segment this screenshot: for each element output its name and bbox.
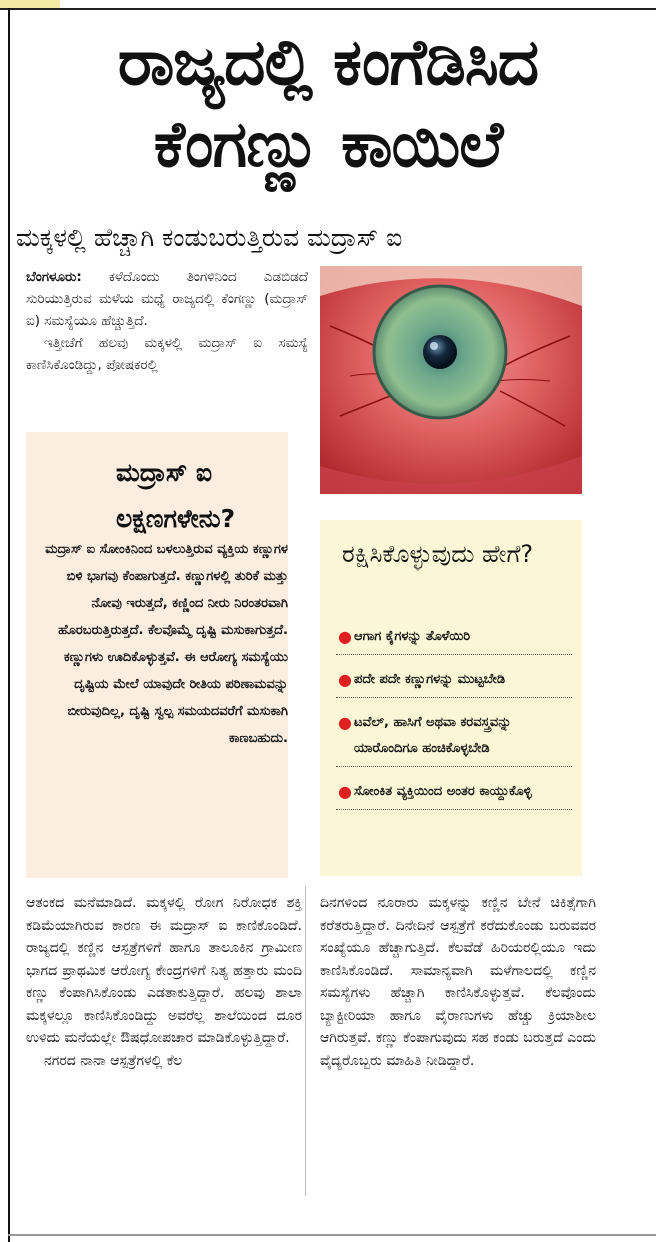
body-paragraph: ಆತಂಕದ ಮನೆಮಾಡಿದೆ. ಮಕ್ಕಳಲ್ಲಿ ರೋಗ ನಿರೋಧಕ ಶಕ್ತಿ ಕಡಿಮೆಯಾಗಿರುವ ಕಾರಣ ಈ ಮದ್ರಾಸ್ ಐ ಕಾಣಿಕೊಂಡಿದೆ. ರಾಜ್ಯದಲ್ಲಿ ಕಣ್ಣಿನ ಆಸ್ಪತ್ರೆಗಳಿಗೆ ಹಾಗೂ ತಾಲೂಕಿನ ಗ್ರಾಮೀಣ ಭಾಗದ ಪ್ರಾಥಮಿಕ ಆರೋಗ್ಯ ಕೇಂದ್ರಗಳಿಗೆ ನಿತ್ಯ ಹತ್ತಾರು ಮಂದಿ ಕಣ್ಣು ಕೆಂಪಾಗಿಸಿಕೊಂಡು ಎಡತಾಕುತ್ತಿದ್ದಾರೆ. ಹಲವು ಶಾಲಾ ಮಕ್ಕಳಲ್ಲೂ ಕಾಣಿಸಿಕೊಂಡಿದ್ದು ಅವರೆಲ್ಲ ಶಾಲೆಯಿಂದ ದೂರ ಉಳಿದು ಮನೆಯಲ್ಲೇ ಔಷಧೋಪಚಾರ ಮಾಡಿಕೊಳ್ಳುತ್ತಿದ್ದಾರೆ. (26, 895, 302, 1046)
subheadline: ಮಕ್ಕಳಲ್ಲಿ ಹೆಚ್ಚಾಗಿ ಕಂಡುಬರುತ್ತಿರುವ ಮದ್ರಾಸ್ ಐ (16, 223, 403, 252)
prevention-item (336, 775, 572, 810)
red-eye-photo (320, 266, 582, 494)
headline (18, 22, 638, 186)
headline-line-2: ಕೆಂಗಣ್ಣು ಕಾಯಿಲೆ (153, 108, 503, 182)
prevention-title: ರಕ್ಷಿಸಿಕೊಳ್ಳುವುದು ಹೇಗೆ? (342, 540, 534, 568)
intro-text (26, 266, 308, 376)
prevention-list (336, 620, 572, 818)
corner-tab (0, 0, 60, 8)
prevention-item (336, 706, 572, 767)
prevention-item-text: ಟವೆಲ್, ಹಾಸಿಗೆ ಅಥವಾ ಕರವಸ್ತ್ರವನ್ನು ಯಾರೊಂದಿಗೂ ಹಂಚಿಕೊಳ್ಳಬೇಡಿ (354, 715, 512, 756)
bullet-icon: ● (338, 782, 352, 801)
symptoms-title: ಮದ್ರಾಸ್ ಐ ಲಕ್ಷಣಗಳೇನು? (116, 458, 236, 533)
left-border-rule (8, 8, 10, 1242)
prevention-box (320, 520, 582, 876)
intro-paragraph-2: ಇತ್ತೀಚೆಗೆ ಹಲವು ಮಕ್ಕಳಲ್ಲಿ ಮದ್ರಾಸ್ ಐ ಸಮಸ್ಯೆ ಕಾಣಿಸಿಕೊಂಡಿದ್ದು, ಪೋಷಕರಲ್ಲಿ (26, 335, 308, 373)
intro-paragraph-1 (26, 266, 308, 332)
bottom-rule (8, 1234, 656, 1236)
body-paragraph: ನಗರದ ನಾನಾ ಆಸ್ಪತ್ರೆಗಳಲ್ಲಿ ಕೆಲ (44, 1052, 183, 1069)
symptoms-box (26, 432, 288, 878)
column-divider (305, 886, 306, 1196)
prevention-item-text: ಸೋಂಕಿತ ವ್ಯಕ್ತಿಯಿಂದ ಅಂತರ ಕಾಯ್ದುಕೊಳ್ಳಿ (354, 784, 532, 799)
dateline: ಬೆಂಗಳೂರು: (26, 269, 82, 285)
prevention-item (336, 620, 572, 655)
headline-line-1: ರಾಜ್ಯದಲ್ಲಿ ಕಂಗೆಡಿಸಿದ (117, 26, 539, 100)
top-rule (0, 8, 656, 10)
prevention-item (336, 663, 572, 698)
prevention-item-text: ಪದೇ ಪದೇ ಕಣ್ಣುಗಳನ್ನು ಮುಟ್ಟಬೇಡಿ (354, 672, 506, 687)
bullet-icon: ● (338, 627, 352, 646)
bullet-icon: ● (338, 713, 352, 732)
symptoms-text: ಮದ್ರಾಸ್ ಐ ಸೋಂಕಿನಿಂದ ಬಳಲುತ್ತಿರುವ ವ್ಯಕ್ತಿಯ ಕಣ್ಣುಗಳ ಬಿಳಿ ಭಾಗವು ಕೆಂಪಾಗುತ್ತದೆ. ಕಣ್ಣುಗಳಲ್ಲಿ ತುರಿಕೆ ಮತ್ತು ನೋವು ಇರುತ್ತದೆ, ಕಣ್ಣಿಂದ ನೀರು ನಿರಂತರವಾಗಿ ಹೊರಬರುತ್ತಿರುತ್ತದೆ. ಕೆಲವೊಮ್ಮೆ ದೃಷ್ಟಿ ಮಸುಕಾಗುತ್ತದೆ. ಕಣ್ಣುಗಳು ಊದಿಕೊಳ್ಳುತ್ತವೆ. ಈ ಆರೋಗ್ಯ ಸಮಸ್ಯೆಯು ದೃಷ್ಟಿಯ ಮೇಲೆ ಯಾವುದೇ ರೀತಿಯ ಪರಿಣಾಮವನ್ನು ಬೀರುವುದಿಲ್ಲ, ದೃಷ್ಟಿ ಸ್ವಲ್ಪ ಸಮಯದವರೆಗೆ ಮಸುಕಾಗಿ ಕಾಣಬಹುದು. (45, 542, 288, 746)
bullet-icon: ● (338, 670, 352, 689)
red-eye-illustration (320, 266, 582, 494)
body-column-right (320, 892, 596, 1072)
prevention-item-text: ಆಗಾಗ ಕೈಗಳನ್ನು ತೊಳೆಯಿರಿ (354, 629, 471, 644)
body-paragraph: ದಿನಗಳಿಂದ ನೂರಾರು ಮಕ್ಕಳನ್ನು ಕಣ್ಣಿನ ಬೇನೆ ಚಿಕಿತ್ಸೆಗಾಗಿ ಕರೆತರುತ್ತಿದ್ದಾರೆ. ದಿನೇದಿನೆ ಆಸ್ಪತ್ರೆಗೆ ಕರೆದುಕೊಂಡು ಬರುವವರ ಸಂಖ್ಯೆಯೂ ಹೆಚ್ಚಾಗುತ್ತಿದೆ. ಕೆಲವೆಡೆ ಹಿರಿಯರಲ್ಲಿಯೂ ಇದು ಕಾಣಿಸಿಕೊಂಡಿದೆ. ಸಾಮಾನ್ಯವಾಗಿ ಮಳೆಗಾಲದಲ್ಲಿ ಕಣ್ಣಿನ ಸಮಸ್ಯೆಗಳು ಹೆಚ್ಚಾಗಿ ಕಾಣಿಸಿಕೊಳ್ಳುತ್ತವೆ. ಕೆಲವೊಂದು ಬ್ಯಾಕ್ಟೀರಿಯಾ ಹಾಗೂ ವೈರಾಣುಗಳು ಹೆಚ್ಚು ಕ್ರಿಯಾಶೀಲ ಆಗಿರುತ್ತವೆ. ಕಣ್ಣು ಕೆಂಪಾಗುವುದು ಸಹ ಕಂಡು ಬರುತ್ತದೆ ಎಂದು ವೈದ್ಯರೊಬ್ಬರು ಮಾಹಿತಿ ನೀಡಿದ್ದಾರೆ. (320, 895, 596, 1069)
body-column-left (26, 892, 302, 1072)
intro-paragraph-1-text: ಕಳೆದೊಂದು ತಿಂಗಳಿನಿಂದ ಎಡಬಿಡದೆ ಸುರಿಯುತ್ತಿರುವ ಮಳೆಯ ಮಧ್ಯೆ ರಾಜ್ಯದಲ್ಲಿ ಕೆಂಗಣ್ಣು (ಮದ್ರಾಸ್ ಐ) ಸಮಸ್ಯೆಯೂ ಹೆಚ್ಚುತ್ತಿದೆ. (26, 269, 308, 329)
